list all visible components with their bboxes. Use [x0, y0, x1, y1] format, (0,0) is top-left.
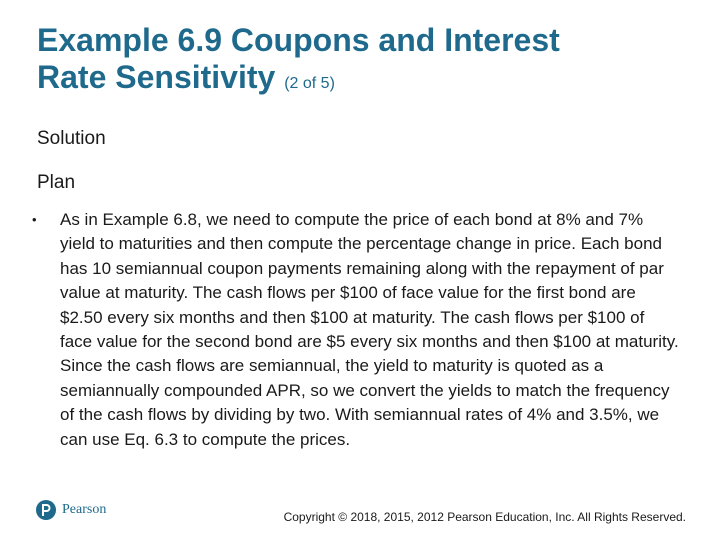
- copyright-notice: Copyright © 2018, 2015, 2012 Pearson Education, Inc. All Rights Reserved.: [283, 510, 686, 524]
- solution-heading: Solution: [37, 128, 106, 149]
- pearson-logo-text: Pearson: [62, 502, 107, 517]
- slide-title: [37, 22, 697, 97]
- pearson-logo: [36, 500, 106, 520]
- slide-counter: (2 of 5): [284, 75, 335, 93]
- slide-title-line-2: [37, 59, 697, 96]
- pearson-p-icon: [36, 500, 56, 520]
- bullet-text: As in Example 6.8, we need to compute the price of each bond at 8% and 7% yield to maturities and then compute the percentage change in price. Each bond has 10 semiannual coupon payments remaining along with the repayment of par value at maturity. The cash flows per $100 of face value for the first bond are $2.50 every six months and then $100 at maturity. The cash flows per $100 of face value for the second bond are $5 every six months and then $100 at maturity. Since the cash flows are semiannual, the yield to maturity is quoted as a semiannually compounded APR, so we convert the yields to match the frequency of the cash flows by dividing by two. With semiannual rates of 4% and 3.5%, we can use Eq. 6.3 to compute the prices.: [60, 210, 679, 449]
- slide-title-line-1: Example 6.9 Coupons and Interest: [37, 22, 560, 58]
- plan-heading: Plan: [37, 172, 76, 193]
- bullet-marker: •: [32, 212, 37, 227]
- slide-title-line-2-text: Rate Sensitivity: [37, 59, 276, 96]
- bullet-item: [30, 208, 690, 452]
